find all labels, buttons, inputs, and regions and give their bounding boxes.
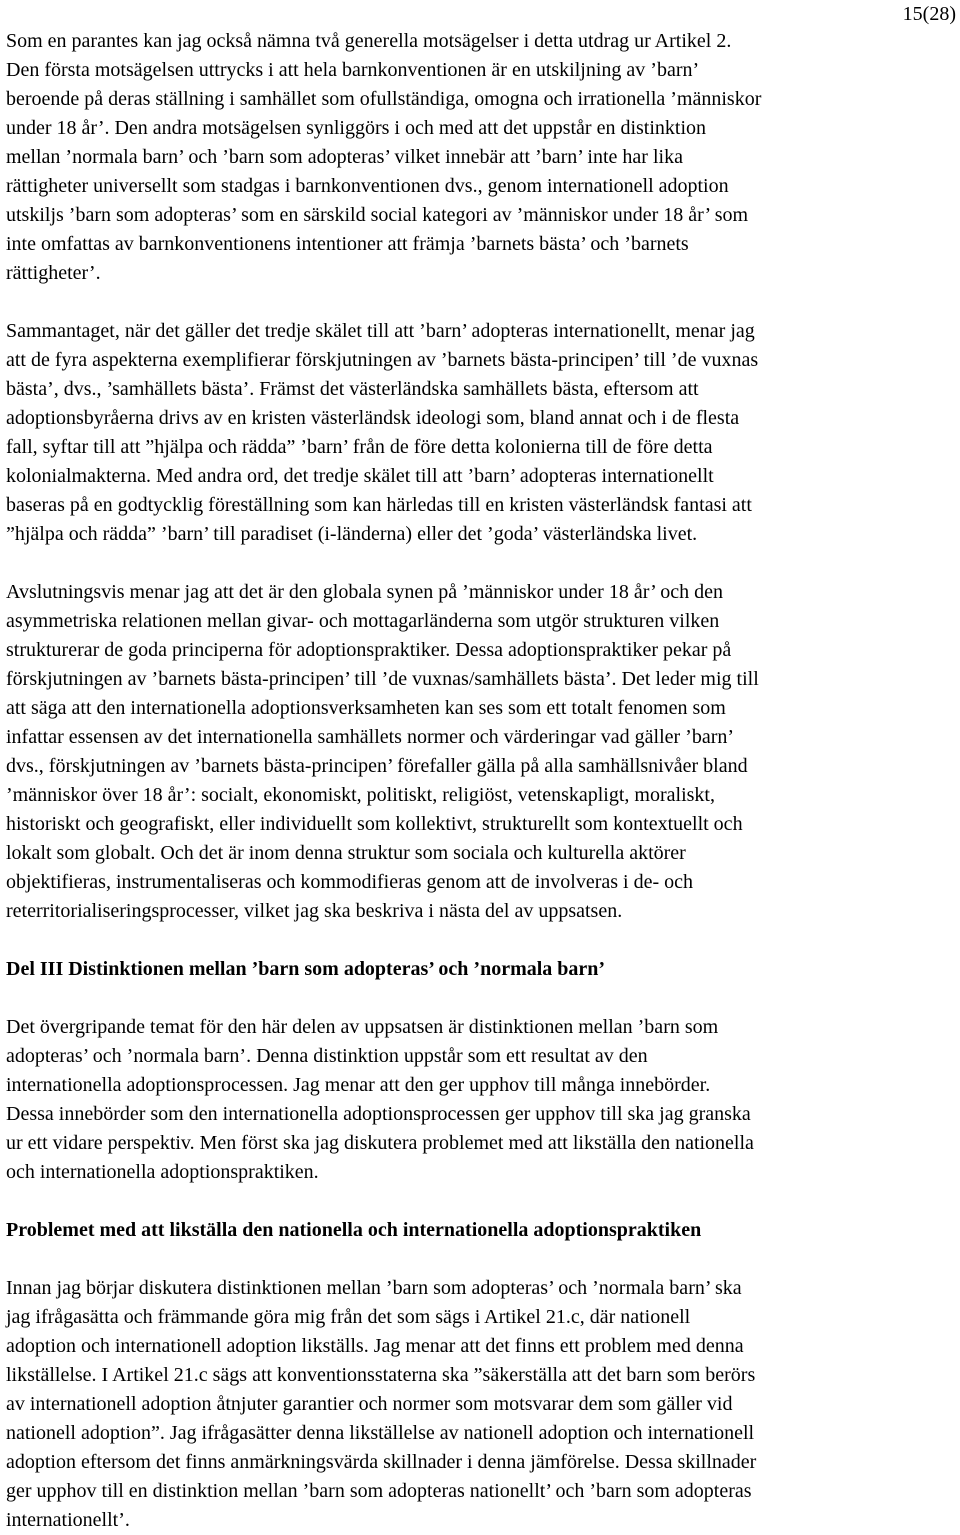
text-line: Innan jag börjar diskutera distinktionen mellan ’barn som adopteras’ och ’normala barn’ ska [6,1277,742,1299]
text-line: internationella adoptionsprocessen. Jag menar att den ger upphov till många innebörder. [6,1074,711,1096]
paragraph-spacer [6,984,956,1013]
text-line: utskiljs ’barn som adopteras’ som en särskild social kategori av ’människor under 18 år’ som [6,204,749,226]
text-line: ger upphov till en distinktion mellan ’barn som adopteras nationellt’ och ’barn som adopteras [6,1480,752,1502]
text-line: infattar essensen av det internationella samhällets normer och värderingar vad gäller ’barn’ [6,726,735,748]
paragraph-spacer [6,1245,956,1274]
text-line: Dessa innebörder som den internationella adoptionsprocessen ger upphov till ska jag granska [6,1103,751,1125]
text-line: av internationell adoption åtnjuter garantier och normer som motsvarar dem som gäller vid [6,1393,733,1415]
paragraph-spacer [6,288,956,317]
text-line: baseras på en godtycklig föreställning som kan härledas till en kristen västerländsk fantasi att [6,494,752,516]
text-line: rättigheter universellt som stadgas i barnkonventionen dvs., genom internationell adoption [6,175,729,197]
text-line: likställelse. I Artikel 21.c sägs att konventionsstaterna ska ”säkerställa att det barn som berörs [6,1364,756,1386]
paragraph-conclusion [6,578,956,926]
text-line: dvs., förskjutningen av ’barnets bästa-principen’ förefaller gälla på alla samhällsnivåer bland [6,755,748,777]
page-number: 15(28) [902,3,956,25]
subsection-heading-problem: Problemet med att likställa den nationella och internationella adoptionspraktiken [6,1219,702,1241]
text-line: adoption eftersom det finns anmärkningsvärda skillnader i denna jämförelse. Dessa skillnader [6,1451,757,1473]
text-line: inte omfattas av barnkonventionens intentioner att främja ’barnets bästa’ och ’barnets [6,233,689,255]
text-line: Sammantaget, när det gäller det tredje skälet till att ’barn’ adopteras internationellt, menar jag [6,320,755,342]
text-line: adoption och internationell adoption likställs. Jag menar att det finns ett problem med denna [6,1335,744,1357]
text-line: beroende på deras ställning i samhället som ofullständiga, omogna och irrationella ’människor [6,88,762,110]
text-line: strukturerar de goda principerna för adoptionspraktiker. Dessa adoptionspraktiker pekar på [6,639,732,661]
text-line: mellan ’normala barn’ och ’barn som adopteras’ vilket innebär att ’barn’ inte har lika [6,146,683,168]
text-line: förskjutningen av ’barnets bästa-principen’ till ’de vuxnas/samhällets bästa’. Det leder mig till [6,668,759,690]
text-line: kolonialmakterna. Med andra ord, det tredje skälet till att ’barn’ adopteras internationellt [6,465,714,487]
text-line: fall, syftar till att ”hjälpa och rädda” ’barn’ från de före detta kolonierna till de före detta [6,436,713,458]
paragraph-union-contradictions [6,27,956,288]
text-line: Avslutningsvis menar jag att det är den globala synen på ’människor under 18 år’ och den [6,581,724,603]
text-line: Som en parantes kan jag också nämna två generella motsägelser i detta utdrag ur Artikel 2. [6,30,732,52]
paragraph-problem [6,1274,956,1535]
text-line: bästa’, dvs., ’samhällets bästa’. Främst det västerländska samhällets bästa, eftersom att [6,378,699,400]
text-line: nationell adoption”. Jag ifrågasätter denna likställelse av nationell adoption och internationell [6,1422,755,1444]
text-line: under 18 år’. Den andra motsägelsen synliggörs i och med att det uppstår en distinktion [6,117,707,139]
text-line: rättigheter’. [6,262,101,284]
text-line: och internationella adoptionspraktiken. [6,1161,319,1183]
paragraph-spacer [6,1187,956,1216]
text-line: Det övergripande temat för den här delen av uppsatsen är distinktionen mellan ’barn som [6,1016,719,1038]
text-line: Den första motsägelsen uttrycks i att hela barnkonventionen är en utskiljning av ’barn’ [6,59,700,81]
text-line: ur ett vidare perspektiv. Men först ska jag diskutera problemet med att likställa den nationella [6,1132,754,1154]
paragraph-spacer [6,926,956,955]
text-line: adoptionsbyråerna drivs av en kristen västerländsk ideologi som, bland annat och i de flesta [6,407,740,429]
text-line: reterritorialiseringsprocesser, vilket jag ska beskriva i nästa del av uppsatsen. [6,900,623,922]
text-line: internationellt’. [6,1509,130,1531]
text-line: ”hjälpa och rädda” ’barn’ till paradiset (i-länderna) eller det ’goda’ västerländska livet. [6,523,698,545]
text-line: objektifieras, instrumentaliseras och kommodifieras genom att de involveras i de- och [6,871,694,893]
paragraph-summary [6,317,956,549]
section-heading-del-iii: Del III Distinktionen mellan ’barn som adopteras’ och ’normala barn’ [6,958,606,980]
paragraph-theme [6,1013,956,1187]
text-line: jag ifrågasätta och främmande göra mig från det som sägs i Artikel 21.c, där nationell [6,1306,691,1328]
document-body [6,27,956,1535]
text-line: asymmetriska relationen mellan givar- och mottagarländerna som utgör strukturen vilken [6,610,720,632]
paragraph-spacer [6,549,956,578]
text-line: ’människor över 18 år’: socialt, ekonomiskt, politiskt, religiöst, vetenskapligt, moraliskt, [6,784,715,806]
text-line: historiskt och geografiskt, eller individuellt som kollektivt, strukturellt som kontextuellt och [6,813,743,835]
text-line: att säga att den internationella adoptionsverksamheten kan ses som ett totalt fenomen som [6,697,726,719]
text-line: adopteras’ och ’normala barn’. Denna distinktion uppstår som ett resultat av den [6,1045,648,1067]
text-line: lokalt som globalt. Och det är inom denna struktur som sociala och kulturella aktörer [6,842,686,864]
text-line: att de fyra aspekterna exemplifierar förskjutningen av ’barnets bästa-principen’ till ’de vuxnas [6,349,759,371]
